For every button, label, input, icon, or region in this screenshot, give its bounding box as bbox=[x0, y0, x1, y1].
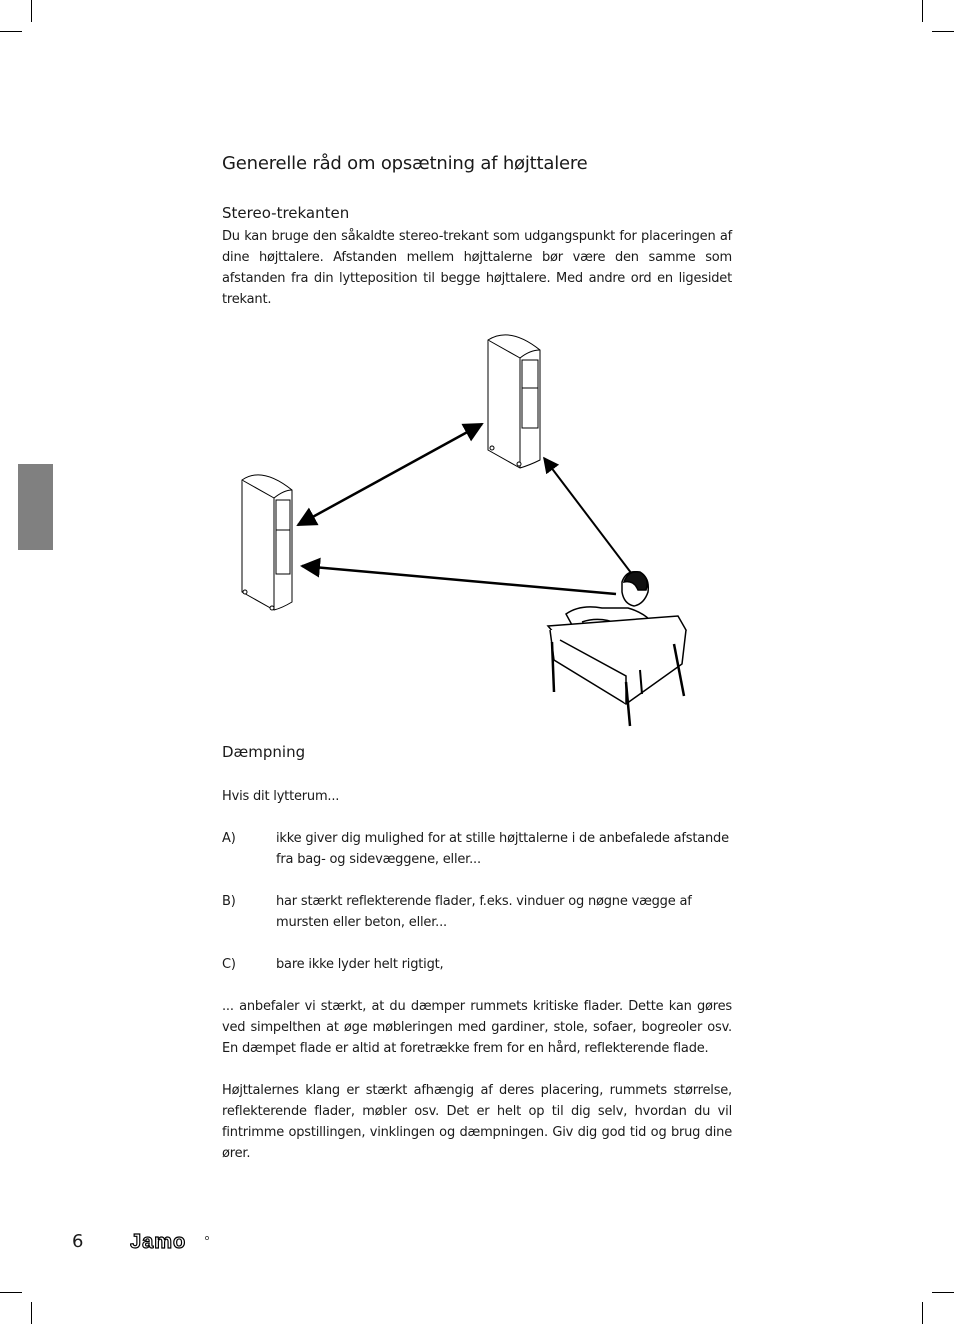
stereo-body: Du kan bruge den såkaldte stereo-trekant som udgangspunkt for placeringen af dine højttalere. Afstanden mellem højttalerne bør være den samme som afstanden fra din lytteposition til begge højttalere. Med andre ord en ligesidet trekant. bbox=[222, 229, 732, 307]
list-item-text: ikke giver dig mulighed for at stille højttalerne i de anbefalede afstande fra bag- og sidevæggene, eller... bbox=[276, 831, 729, 867]
speaker-right-icon bbox=[488, 335, 540, 468]
page-number: 6 bbox=[72, 1231, 84, 1252]
list-item bbox=[222, 828, 732, 870]
list-item-text: bare ikke lyder helt rigtigt, bbox=[276, 957, 444, 972]
stereo-triangle-illustration bbox=[230, 320, 700, 740]
stereo-body-block bbox=[222, 226, 732, 310]
dampning-intro: Hvis dit lytterum... bbox=[222, 789, 340, 804]
dampning-para2-block bbox=[222, 1080, 732, 1164]
crop-mark bbox=[932, 31, 954, 32]
speaker-left-icon bbox=[242, 475, 292, 610]
crop-mark bbox=[922, 0, 923, 22]
crop-mark bbox=[31, 0, 32, 22]
crop-mark bbox=[0, 1292, 22, 1293]
listener-icon bbox=[548, 572, 686, 726]
crop-mark bbox=[0, 31, 22, 32]
list-item-text: har stærkt reflekterende flader, f.eks. vinduer og nøgne vægge af mursten eller beton, eller... bbox=[276, 894, 692, 930]
dampning-title: Dæmpning bbox=[222, 743, 306, 761]
list-item-letter: C) bbox=[222, 957, 236, 972]
dampning-para1-block bbox=[222, 996, 732, 1059]
stereo-title: Stereo-trekanten bbox=[222, 204, 350, 222]
list-item bbox=[222, 954, 732, 975]
dampning-para2: Højttalernes klang er stærkt afhængig af deres placering, rummets størrelse, reflekterende flader, møbler osv. Det er helt op til dig selv, hvordan du vil fintrimme opstillingen, vinklingen og dæmpningen. Giv dig god tid og brug dine ører. bbox=[222, 1083, 732, 1161]
list-item-letter: A) bbox=[222, 831, 236, 846]
dampning-intro-block bbox=[222, 786, 732, 807]
logo-text: Jamo bbox=[130, 1232, 187, 1252]
list-item bbox=[222, 891, 732, 933]
crop-mark bbox=[932, 1292, 954, 1293]
list-item-letter: B) bbox=[222, 894, 236, 909]
crop-mark bbox=[922, 1302, 923, 1324]
jamo-logo bbox=[130, 1232, 210, 1252]
crop-mark bbox=[31, 1302, 32, 1324]
dampning-para1: ... anbefaler vi stærkt, at du dæmper rummets kritiske flader. Dette kan gøres ved simpelthen at øge møbleringen med gardiner, stole, sofaer, bogreoler osv. En dæmpet flade er altid at foretrække frem for en hård, reflekterende flade. bbox=[222, 999, 732, 1056]
page-heading: Generelle råd om opsætning af højttalere bbox=[222, 153, 588, 174]
section-tab bbox=[18, 464, 53, 550]
